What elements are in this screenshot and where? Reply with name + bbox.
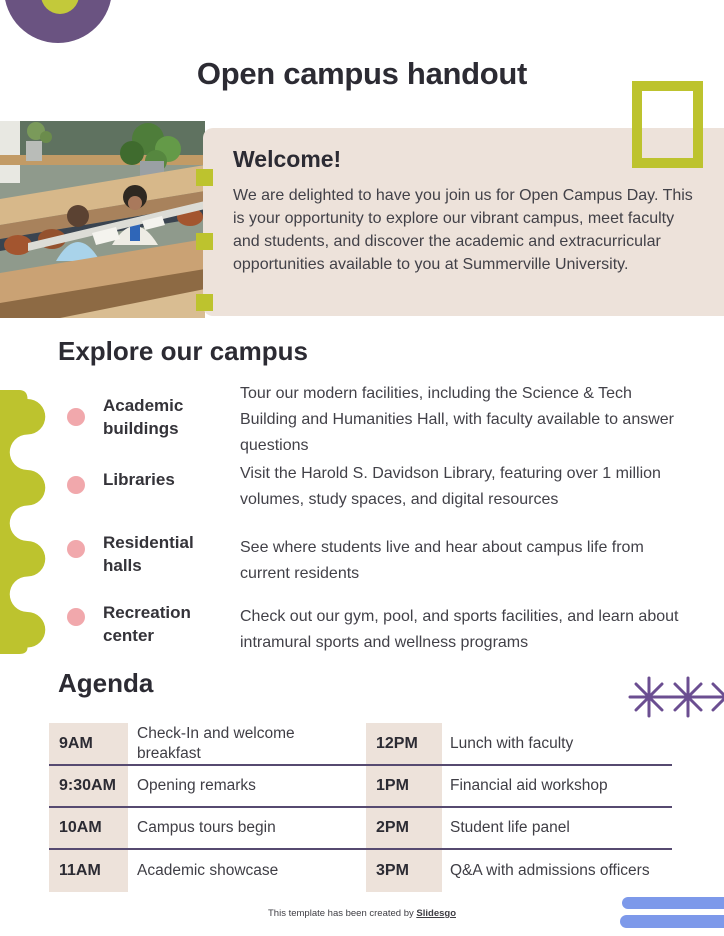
agenda-event: Student life panel <box>450 819 570 836</box>
agenda-event: Q&A with admissions officers <box>450 861 650 879</box>
agenda-time: 11AM <box>59 861 101 879</box>
yellow-mini-square-decoration <box>196 294 213 311</box>
chartreuse-comb-decoration <box>0 390 47 654</box>
footer-credit <box>0 908 724 919</box>
agenda-row <box>49 807 672 849</box>
explore-item-label: Recreation center <box>103 603 191 645</box>
pink-dot-icon <box>67 408 85 426</box>
blue-bar-decoration <box>622 897 724 909</box>
agenda-event: Opening remarks <box>137 777 256 794</box>
page-title: Open campus handout <box>196 56 528 91</box>
explore-item-description: Check out our gym, pool, and sports facilities, and learn about intramural sports and wellness programs <box>240 608 679 651</box>
pink-dot-icon <box>67 476 85 494</box>
blue-bar-decoration <box>620 915 724 928</box>
yellow-square-outline-decoration <box>632 81 703 168</box>
agenda-event: Academic showcase <box>137 861 279 879</box>
agenda-time: 9AM <box>59 735 93 752</box>
agenda-row <box>49 849 672 892</box>
explore-item-label: Residential halls <box>103 533 194 575</box>
agenda-time: 2PM <box>376 819 409 836</box>
row-divider <box>49 848 672 850</box>
agenda-table <box>49 723 672 892</box>
agenda-time: 1PM <box>376 777 409 794</box>
pink-dot-icon <box>67 608 85 626</box>
explore-item-description: Visit the Harold S. Davidson Library, featuring over 1 million volumes, study spaces, and digital resources <box>240 465 661 508</box>
welcome-heading: Welcome! <box>233 146 342 172</box>
campus-photo-illustration <box>0 121 205 318</box>
agenda-event: Lunch with faculty <box>450 735 574 752</box>
agenda-event: Campus tours begin <box>137 819 276 836</box>
pink-dot-icon <box>67 540 85 558</box>
yellow-mini-square-decoration <box>196 169 213 186</box>
agenda-row <box>49 765 672 807</box>
agenda-row <box>49 723 672 765</box>
slidesgo-link[interactable]: Slidesgo <box>416 908 456 919</box>
campus-photo <box>0 121 205 318</box>
agenda-event: Financial aid workshop <box>450 777 608 794</box>
agenda-time: 12PM <box>376 735 418 752</box>
agenda-time: 10AM <box>59 819 102 836</box>
explore-item-label: Academic buildings <box>103 396 184 438</box>
explore-item-description: Tour our modern facilities, including the Science & Tech Building and Humanities Hall, with faculty available to answer questions <box>240 385 674 454</box>
agenda-time: 9:30AM <box>59 777 116 794</box>
welcome-body-text: We are delighted to have you join us for Open Campus Day. This is your opportunity to explore our vibrant campus, meet faculty and students, and discover the academic and extracurricular opportunities available to you at Summerville University. <box>233 187 693 273</box>
explore-section-heading: Explore our campus <box>58 336 308 366</box>
yellow-mini-square-decoration <box>196 233 213 250</box>
explore-item-label: Libraries <box>103 470 175 489</box>
row-divider <box>49 806 672 808</box>
row-divider <box>49 764 672 766</box>
agenda-event: Check-In and welcome breakfast <box>137 725 295 762</box>
asterisk-decoration-icons <box>628 675 724 719</box>
explore-item-description: See where students live and hear about campus life from current residents <box>240 539 644 582</box>
agenda-time: 3PM <box>376 861 409 879</box>
footer-credit-text: This template has been created by <box>268 908 414 919</box>
agenda-section-heading: Agenda <box>58 668 154 698</box>
